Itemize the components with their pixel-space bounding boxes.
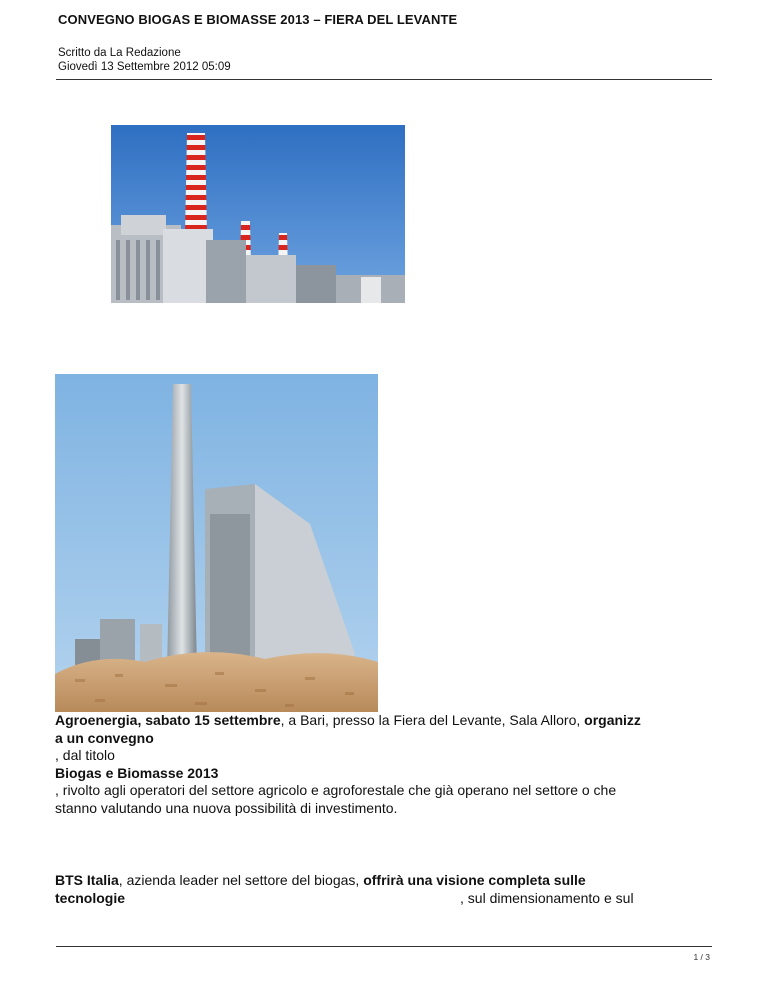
paragraph-agroenergia	[55, 712, 715, 817]
event-name-bold: Biogas e Biomasse 2013	[55, 764, 219, 781]
organizza-bold-a: organizz	[584, 712, 641, 728]
audience-text-b: stanno valutando una nuova possibilità di investimento.	[55, 799, 398, 816]
audience-text-a: , rivolto agli operatori del settore agricolo e agroforestale che già operano nel settore o che	[55, 782, 617, 798]
dimensionamento-text: , sul dimensionamento e sul	[460, 889, 634, 906]
power-plant-chimneys-photo	[111, 125, 405, 303]
visione-bold-b: tecnologie	[55, 889, 126, 906]
visione-bold-a: offrirà una visione completa sulle	[363, 872, 586, 888]
biomass-plant-woodchips-photo	[55, 374, 378, 712]
header-divider	[56, 79, 712, 80]
page-number: 1 / 3	[693, 952, 710, 962]
footer-divider	[56, 946, 712, 947]
page-title: CONVEGNO BIOGAS E BIOMASSE 2013 – FIERA DEL LEVANTE	[58, 12, 458, 27]
date-line: Giovedì 13 Settembre 2012 05:09	[58, 61, 231, 73]
event-date-bold: Agroenergia, sabato 15 settembre	[55, 712, 281, 728]
company-name-bold: BTS Italia	[55, 872, 119, 888]
company-desc-text: , azienda leader nel settore del biogas,	[118, 872, 364, 888]
author-line: Scritto da La Redazione	[58, 47, 181, 59]
paragraph-bts-italia	[55, 872, 715, 907]
article-meta	[58, 46, 231, 74]
dal-titolo-text: , dal titolo	[55, 747, 115, 763]
event-location-text: , a Bari, presso la Fiera del Levante, Sala Alloro,	[280, 712, 585, 728]
organizza-bold-b: a un convegno	[55, 729, 154, 746]
